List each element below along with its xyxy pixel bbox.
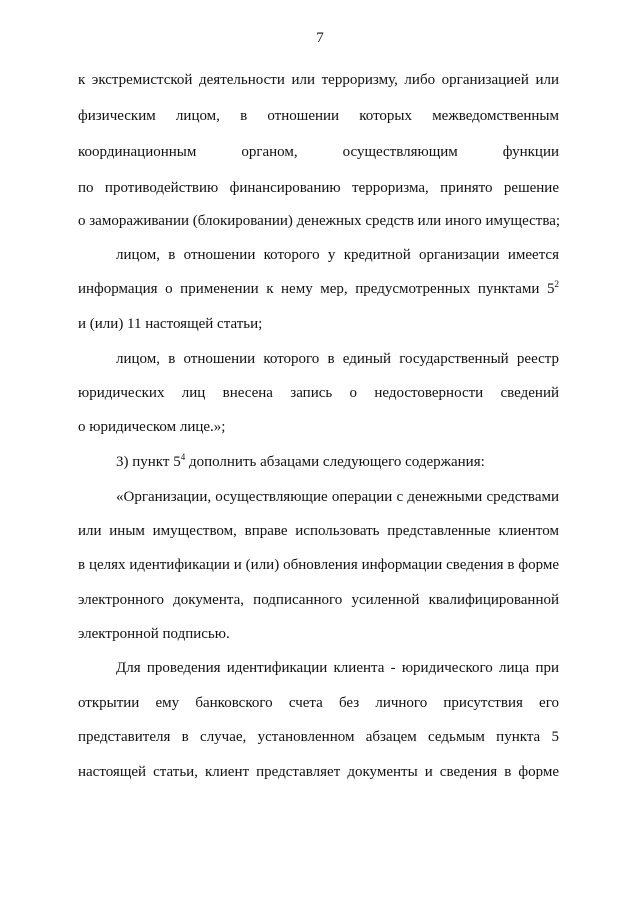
text-line: представителя в случае, установленном абзацем седьмым пункта 5 — [78, 729, 559, 745]
text-line: электронной подписью. — [78, 626, 230, 642]
text-line: физическим лицом, в отношении которых межведомственным — [78, 108, 559, 124]
text-line: и (или) 11 настоящей статьи; — [78, 316, 263, 332]
text-line: к экстремистской деятельности или терроризму, либо организацией или — [78, 72, 559, 88]
text-line: Для проведения идентификации клиента - юридического лица при — [116, 660, 559, 676]
text-line: «Организации, осуществляющие операции с денежными средствами — [116, 489, 559, 505]
text-line: лицом, в отношении которого в единый государственный реестр — [116, 351, 559, 367]
text-line: настоящей статьи, клиент представляет документы и сведения в форме — [78, 764, 559, 780]
text-line: или иным имуществом, вправе использовать представленные клиентом — [78, 523, 559, 539]
text-line: открытии ему банковского счета без личного присутствия его — [78, 695, 559, 711]
text-line — [78, 280, 559, 298]
text-line: о юридическом лице.»; — [78, 419, 226, 435]
text-line — [116, 453, 559, 471]
page-number: 7 — [316, 30, 324, 46]
text-line-content: 3) пункт 5 — [116, 454, 181, 470]
text-line: о замораживании (блокировании) денежных средств или иного имущества; — [78, 213, 561, 229]
text-line: в целях идентификации и (или) обновления информации сведения в форме — [78, 557, 559, 573]
text-line-content: информация о применении к нему мер, предусмотренных пунктами 5 — [78, 281, 555, 297]
text-line: координационным органом, осуществляющим функции — [78, 144, 559, 160]
text-line: лицом, в отношении которого у кредитной организации имеется — [116, 247, 559, 263]
text-line: юридических лиц внесена запись о недостоверности сведений — [78, 385, 559, 401]
superscript: 4 — [180, 452, 186, 462]
text-line-content: дополнить абзацами следующего содержания: — [185, 454, 485, 470]
superscript: 2 — [554, 279, 559, 289]
text-line: электронного документа, подписанного усиленной квалифицированной — [78, 592, 559, 608]
text-line: по противодействию финансированию терроризма, принято решение — [78, 180, 559, 196]
